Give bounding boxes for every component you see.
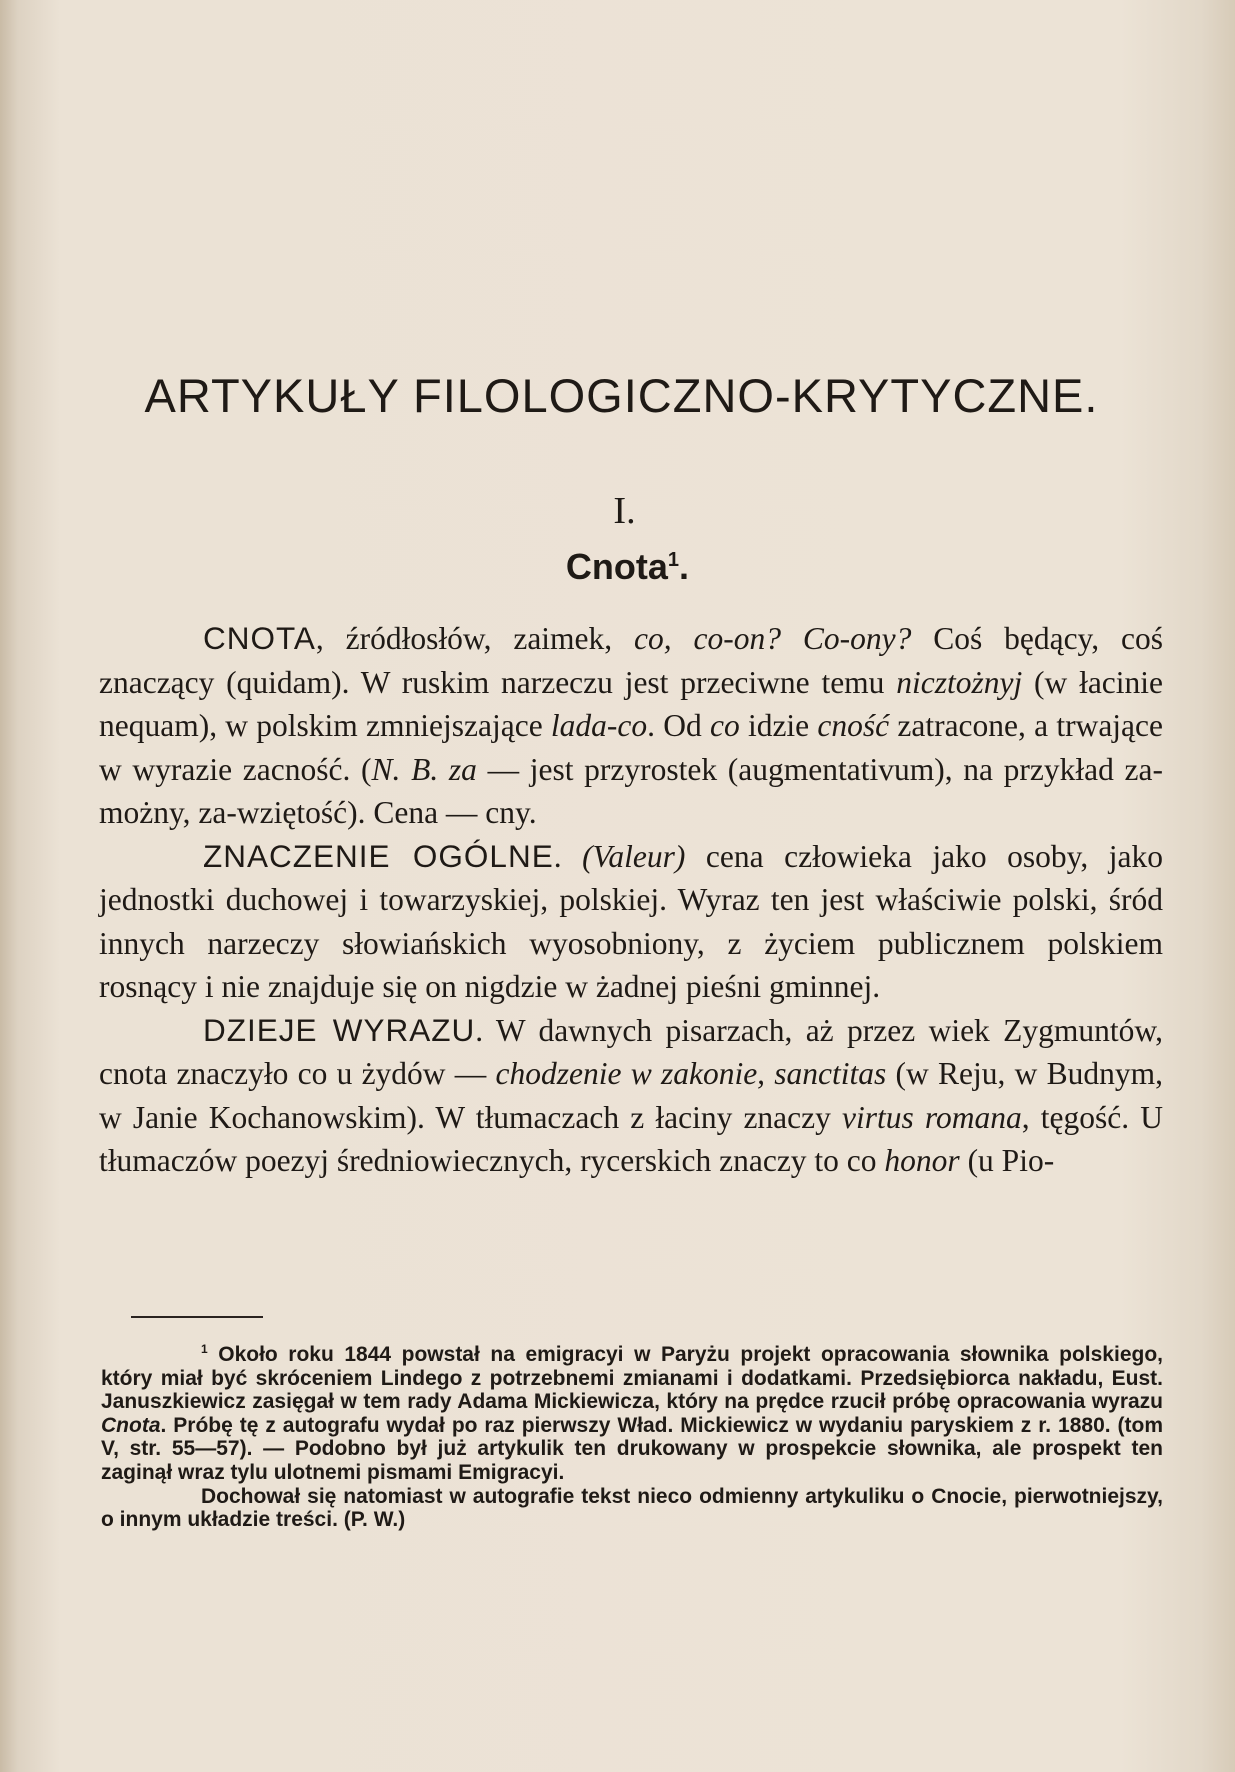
article-title-period: . bbox=[679, 546, 690, 587]
footnote-reference: 1 bbox=[667, 549, 680, 571]
footnotes bbox=[101, 1338, 1163, 1532]
section-caps-label: CNOTA bbox=[203, 620, 316, 656]
article-title bbox=[0, 546, 1235, 588]
text-run: (w łacinie nequam), w polskim zmniejszające bbox=[99, 664, 1164, 743]
section-numeral: I. bbox=[613, 490, 636, 532]
italic-text: lada-co bbox=[550, 708, 648, 743]
text-run: Dochował się natomiast w autografie tekst nieco odmienny artykuliku o Cnocie, pierwotniejszy, o innym układzie treści. (P. W.) bbox=[101, 1484, 1163, 1532]
section-caps-label: ZNACZENIE OGÓLNE bbox=[203, 837, 554, 874]
italic-text: chodzenie w zakonie, sanctitas bbox=[495, 1056, 887, 1091]
text-run: , źródłosłów, zaimek, bbox=[315, 621, 635, 656]
text-run: cena człowieka jako osoby, jako jednostki duchowej i towarzyskiej, polskiej. Wyraz ten jest właściwie polski, śród innych narzeczy słowiańskich wyosobniony, z życiem publicznem polskiem rosnący i nie znajduje się on nigdzie w żadnej pieśni gminnej. bbox=[99, 838, 1163, 1004]
text-run: . W dawnych pisarzach, aż przez wiek Zygmuntów, cnota znaczyło co u żydów — bbox=[99, 1012, 1163, 1091]
text-run: (w Reju, w Budnym, w Janie Kochanowskim). W tłumaczach z łaciny znaczy bbox=[99, 1056, 1163, 1135]
italic-text: co, co-on? Co-ony? bbox=[634, 621, 912, 656]
text-run: — jest przyrostek (augmentativum), na przykład za-możny, za-wziętość). Cena — cny. bbox=[99, 751, 1164, 830]
text-run: (u Pio- bbox=[959, 1143, 1055, 1178]
italic-text: Cnota bbox=[101, 1413, 161, 1437]
italic-text: N. B. za bbox=[371, 751, 477, 787]
text-run: Coś będący, coś znaczący (quidam). W ruskim narzeczu jest przeciwne temu bbox=[99, 621, 1163, 700]
page-heading: ARTYKUŁY FILOLOGICZNO-KRYTYCZNE. bbox=[144, 369, 1099, 422]
italic-text: (Valeur) bbox=[582, 838, 686, 874]
footnote-marker: 1 bbox=[201, 1342, 208, 1356]
footnote-separator bbox=[131, 1316, 263, 1318]
section-caps-label: DZIEJE WYRAZU bbox=[203, 1011, 476, 1048]
text-run: Około roku 1844 powstał na emigracyi w Paryżu projekt opracowania słownika polskiego, który miał być skróceniem Lindego z potrzebnemi zmianami i dodatkami. Przedsiębiorca nakładu, Eust. Januszkiewicz zasięgał w tem rady Adama Mickiewicza, który na prędce rzucił próbę opracowania wyrazu bbox=[101, 1343, 1163, 1414]
text-run: idzie bbox=[739, 708, 818, 743]
italic-text: virtus romana bbox=[842, 1099, 1022, 1135]
paragraph bbox=[99, 835, 1163, 1009]
italic-text: honor bbox=[884, 1143, 960, 1178]
footnote bbox=[101, 1338, 1163, 1485]
text-run: . Próbę tę z autografu wydał po raz pierwszy Wład. Mickiewicz w wydaniu paryskiem z r. 1880. (tom V, str. 55—57). — Podobno był już artykulik ten drukowany w prospekcie słownika, ale prospekt ten zaginął wraz tylu ulotnemi pismami Emigracyi. bbox=[101, 1413, 1163, 1484]
text-run: . bbox=[553, 838, 583, 874]
article-body bbox=[99, 617, 1163, 1183]
text-run: zatracone, a trwające w wyrazie zacność. ( bbox=[99, 708, 1164, 787]
italic-text: co bbox=[709, 708, 740, 743]
text-run: . Od bbox=[647, 708, 710, 743]
footnote bbox=[101, 1485, 1163, 1532]
paragraph bbox=[99, 1009, 1163, 1183]
italic-text: nicztożnyj bbox=[896, 664, 1023, 700]
italic-text: cność bbox=[817, 708, 890, 743]
text-run: , tęgość. U tłumaczów poezyj średniowiecznych, rycerskich znaczy to co bbox=[99, 1099, 1163, 1178]
article-title-text: Cnota bbox=[565, 546, 668, 587]
paragraph bbox=[99, 617, 1163, 835]
